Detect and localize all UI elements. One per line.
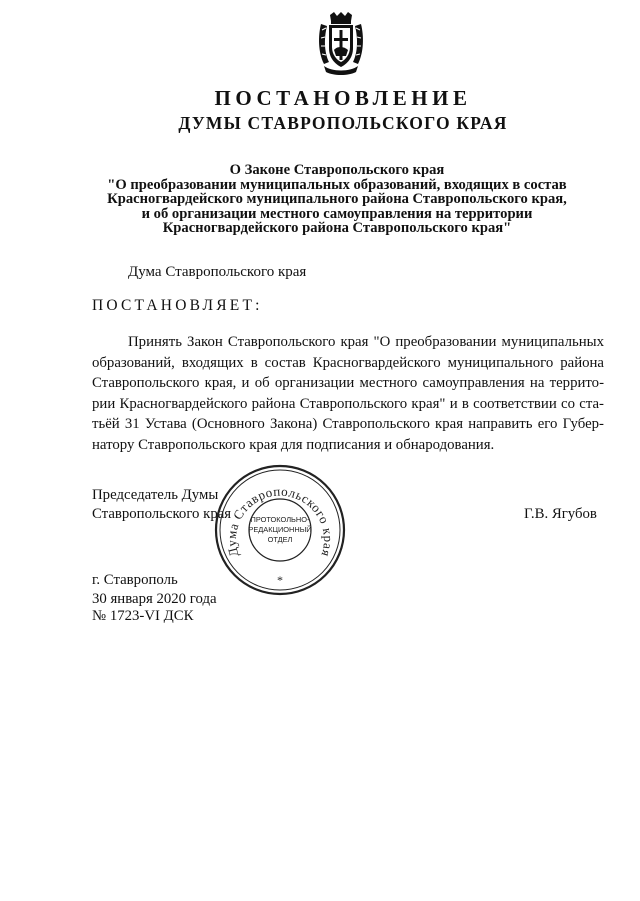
paragraph-line: образований, входящих в состав Красногвардейского муниципального района: [92, 354, 604, 371]
document-type-heading: ПОСТАНОВЛЕНИЕ: [214, 86, 472, 110]
footer-city: г. Ставрополь: [92, 572, 178, 588]
title-line: "О преобразовании муниципальных образований, входящих в состав: [107, 176, 567, 193]
footer-document-number: № 1723-VI ДСК: [92, 608, 194, 624]
coat-of-arms-emblem: [318, 12, 364, 76]
signatory-title-line2: Ставропольского края: [92, 506, 232, 522]
paragraph-line: Ставропольского края, и об организации местного самоуправления на террито-: [92, 375, 604, 392]
issuing-body-text: Дума Ставропольского края: [128, 264, 307, 280]
title-line: Красногвардейского района Ставропольского края": [162, 220, 512, 236]
signatory-title-line1: Председатель Думы: [92, 487, 219, 503]
issuing-body-heading: ДУМЫ СТАВРОПОЛЬСКОГО КРАЯ: [178, 113, 508, 133]
title-line: Красногвардейского муниципального района Ставропольского края,: [107, 191, 567, 207]
stamp-center-line: ПРОТОКОЛЬНО-: [250, 515, 310, 524]
official-stamp: [212, 462, 348, 598]
paragraph-line: натору Ставропольского края для подписания и обнародования.: [92, 436, 495, 453]
paragraph-line: рии Красногвардейского района Ставропольского края" и в соответствии со ста-: [92, 395, 604, 412]
resolves-heading: ПОСТАНОВЛЯЕТ:: [92, 297, 263, 314]
stamp-center-line: ОТДЕЛ: [267, 535, 293, 544]
footer-date: 30 января 2020 года: [92, 591, 217, 607]
stamp-center-line: РЕДАКЦИОННЫЙ: [248, 525, 312, 534]
title-line: О Законе Ставропольского края: [229, 162, 445, 178]
stamp-ring-text: Дума Ставропольского края: [223, 483, 337, 559]
resolution-title: [96, 163, 578, 236]
resolution-paragraph: [92, 332, 604, 456]
paragraph-line: тьёй 31 Устава (Основного Закона) Ставропольского края направить его Губер-: [92, 416, 604, 433]
title-line: и об организации местного самоуправления на территории: [141, 205, 533, 222]
stamp-star: *: [277, 573, 283, 587]
signatory-name: Г.В. Ягубов: [524, 506, 597, 522]
paragraph-line: Принять Закон Ставропольского края "О преобразовании муниципальных: [128, 334, 604, 350]
